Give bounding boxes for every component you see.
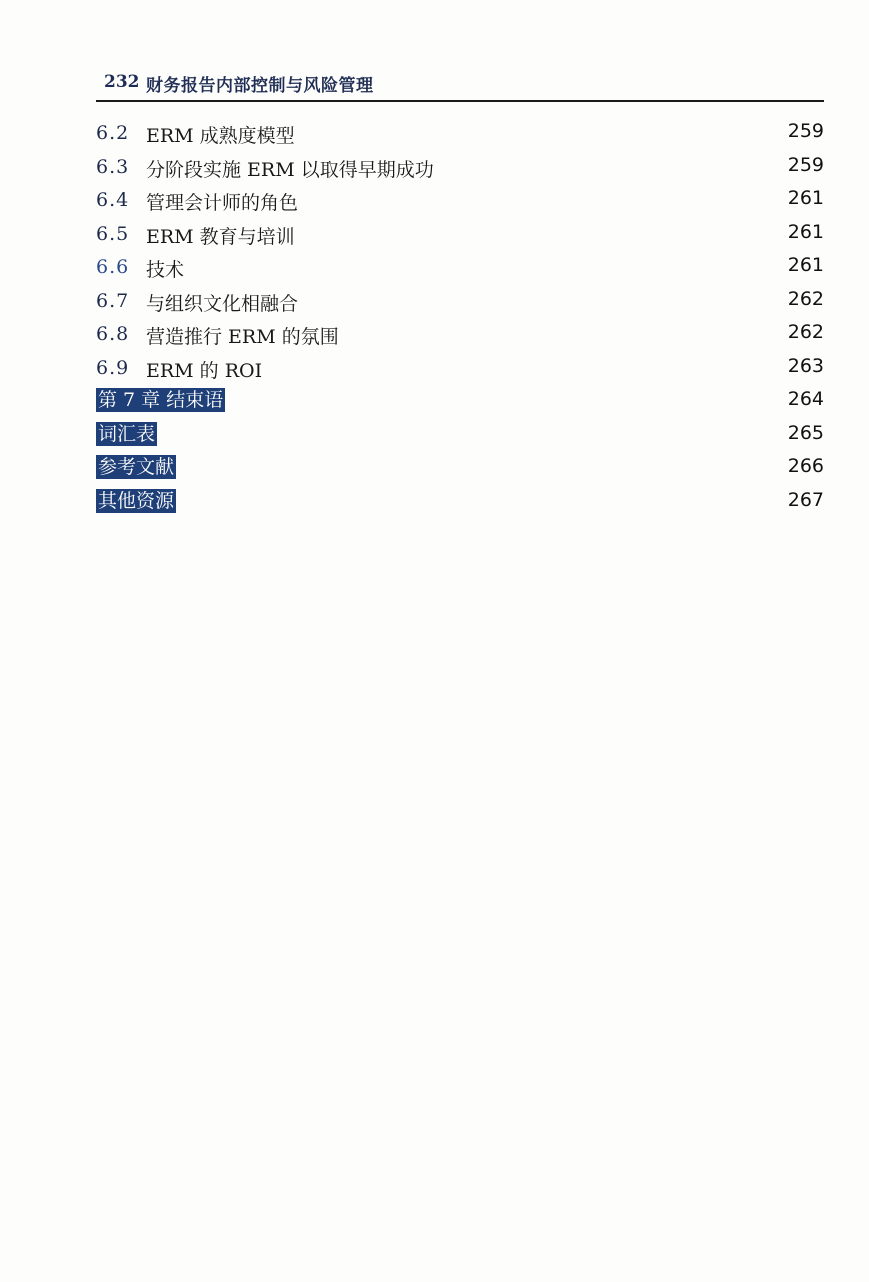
toc-entry-page: 263 — [787, 354, 824, 377]
toc-entry-number: 6.9 — [96, 356, 130, 379]
header-page-number: 232 — [104, 72, 140, 92]
toc-entry-page: 261 — [787, 254, 824, 276]
toc-chapter-title-highlighted: 参考文献 — [98, 456, 175, 478]
running-header — [104, 70, 824, 96]
toc-chapter-page: 267 — [787, 488, 824, 511]
toc-entry-number: 6.6 — [96, 256, 130, 278]
toc-entry-title: 分阶段实施 ERM 以取得早期成功 — [146, 158, 434, 181]
toc-entry-6-2[interactable] — [96, 118, 824, 152]
toc-chapter-title-highlighted: 其他资源 — [98, 489, 175, 512]
toc-entry-number: 6.7 — [96, 289, 130, 312]
toc-entry-number: 6.3 — [96, 155, 130, 178]
toc-entry-number: 6.5 — [96, 222, 130, 245]
toc-entry-page: 262 — [787, 287, 824, 310]
toc-chapter-references[interactable] — [96, 453, 824, 487]
toc-chapter-page: 265 — [787, 421, 824, 444]
toc-entry-title: 管理会计师的角色 — [146, 192, 299, 214]
toc-entry-title: ERM 成熟度模型 — [146, 125, 295, 147]
toc-entry-6-7[interactable] — [96, 286, 824, 320]
header-book-title: 财务报告内部控制与风险管理 — [146, 76, 374, 96]
toc-entry-page: 261 — [787, 187, 824, 209]
toc-entry-title: ERM 教育与培训 — [146, 225, 295, 248]
header-rule — [96, 100, 824, 102]
toc-entry-6-5[interactable] — [96, 219, 824, 253]
toc-chapter-glossary[interactable] — [96, 420, 824, 454]
toc-chapter-title-highlighted: 第 7 章 结束语 — [98, 389, 224, 411]
toc-entry-6-9[interactable] — [96, 353, 824, 387]
toc-entry-number: 6.2 — [96, 122, 130, 144]
toc-entry-title: 营造推行 ERM 的氛围 — [146, 326, 339, 348]
toc-entry-6-4[interactable] — [96, 185, 824, 219]
table-of-contents — [96, 118, 824, 520]
toc-entry-number: 6.4 — [96, 189, 130, 211]
toc-chapter-page: 266 — [787, 455, 824, 477]
toc-entry-6-8[interactable] — [96, 319, 824, 353]
toc-entry-page: 261 — [787, 220, 824, 243]
toc-chapter-7[interactable] — [96, 386, 824, 420]
toc-entry-title: 技术 — [146, 259, 185, 281]
toc-entry-page: 259 — [787, 153, 824, 176]
toc-entry-6-3[interactable] — [96, 152, 824, 186]
toc-entry-title: 与组织文化相融合 — [146, 292, 299, 315]
toc-entry-page: 262 — [787, 321, 824, 343]
toc-entry-page: 259 — [787, 120, 824, 142]
toc-chapter-page: 264 — [787, 388, 824, 410]
toc-chapter-other-resources[interactable] — [96, 487, 824, 521]
toc-entry-number: 6.8 — [96, 323, 130, 345]
toc-entry-6-6[interactable] — [96, 252, 824, 286]
toc-chapter-title-highlighted: 词汇表 — [98, 422, 156, 445]
toc-entry-title: ERM 的 ROI — [146, 359, 263, 382]
